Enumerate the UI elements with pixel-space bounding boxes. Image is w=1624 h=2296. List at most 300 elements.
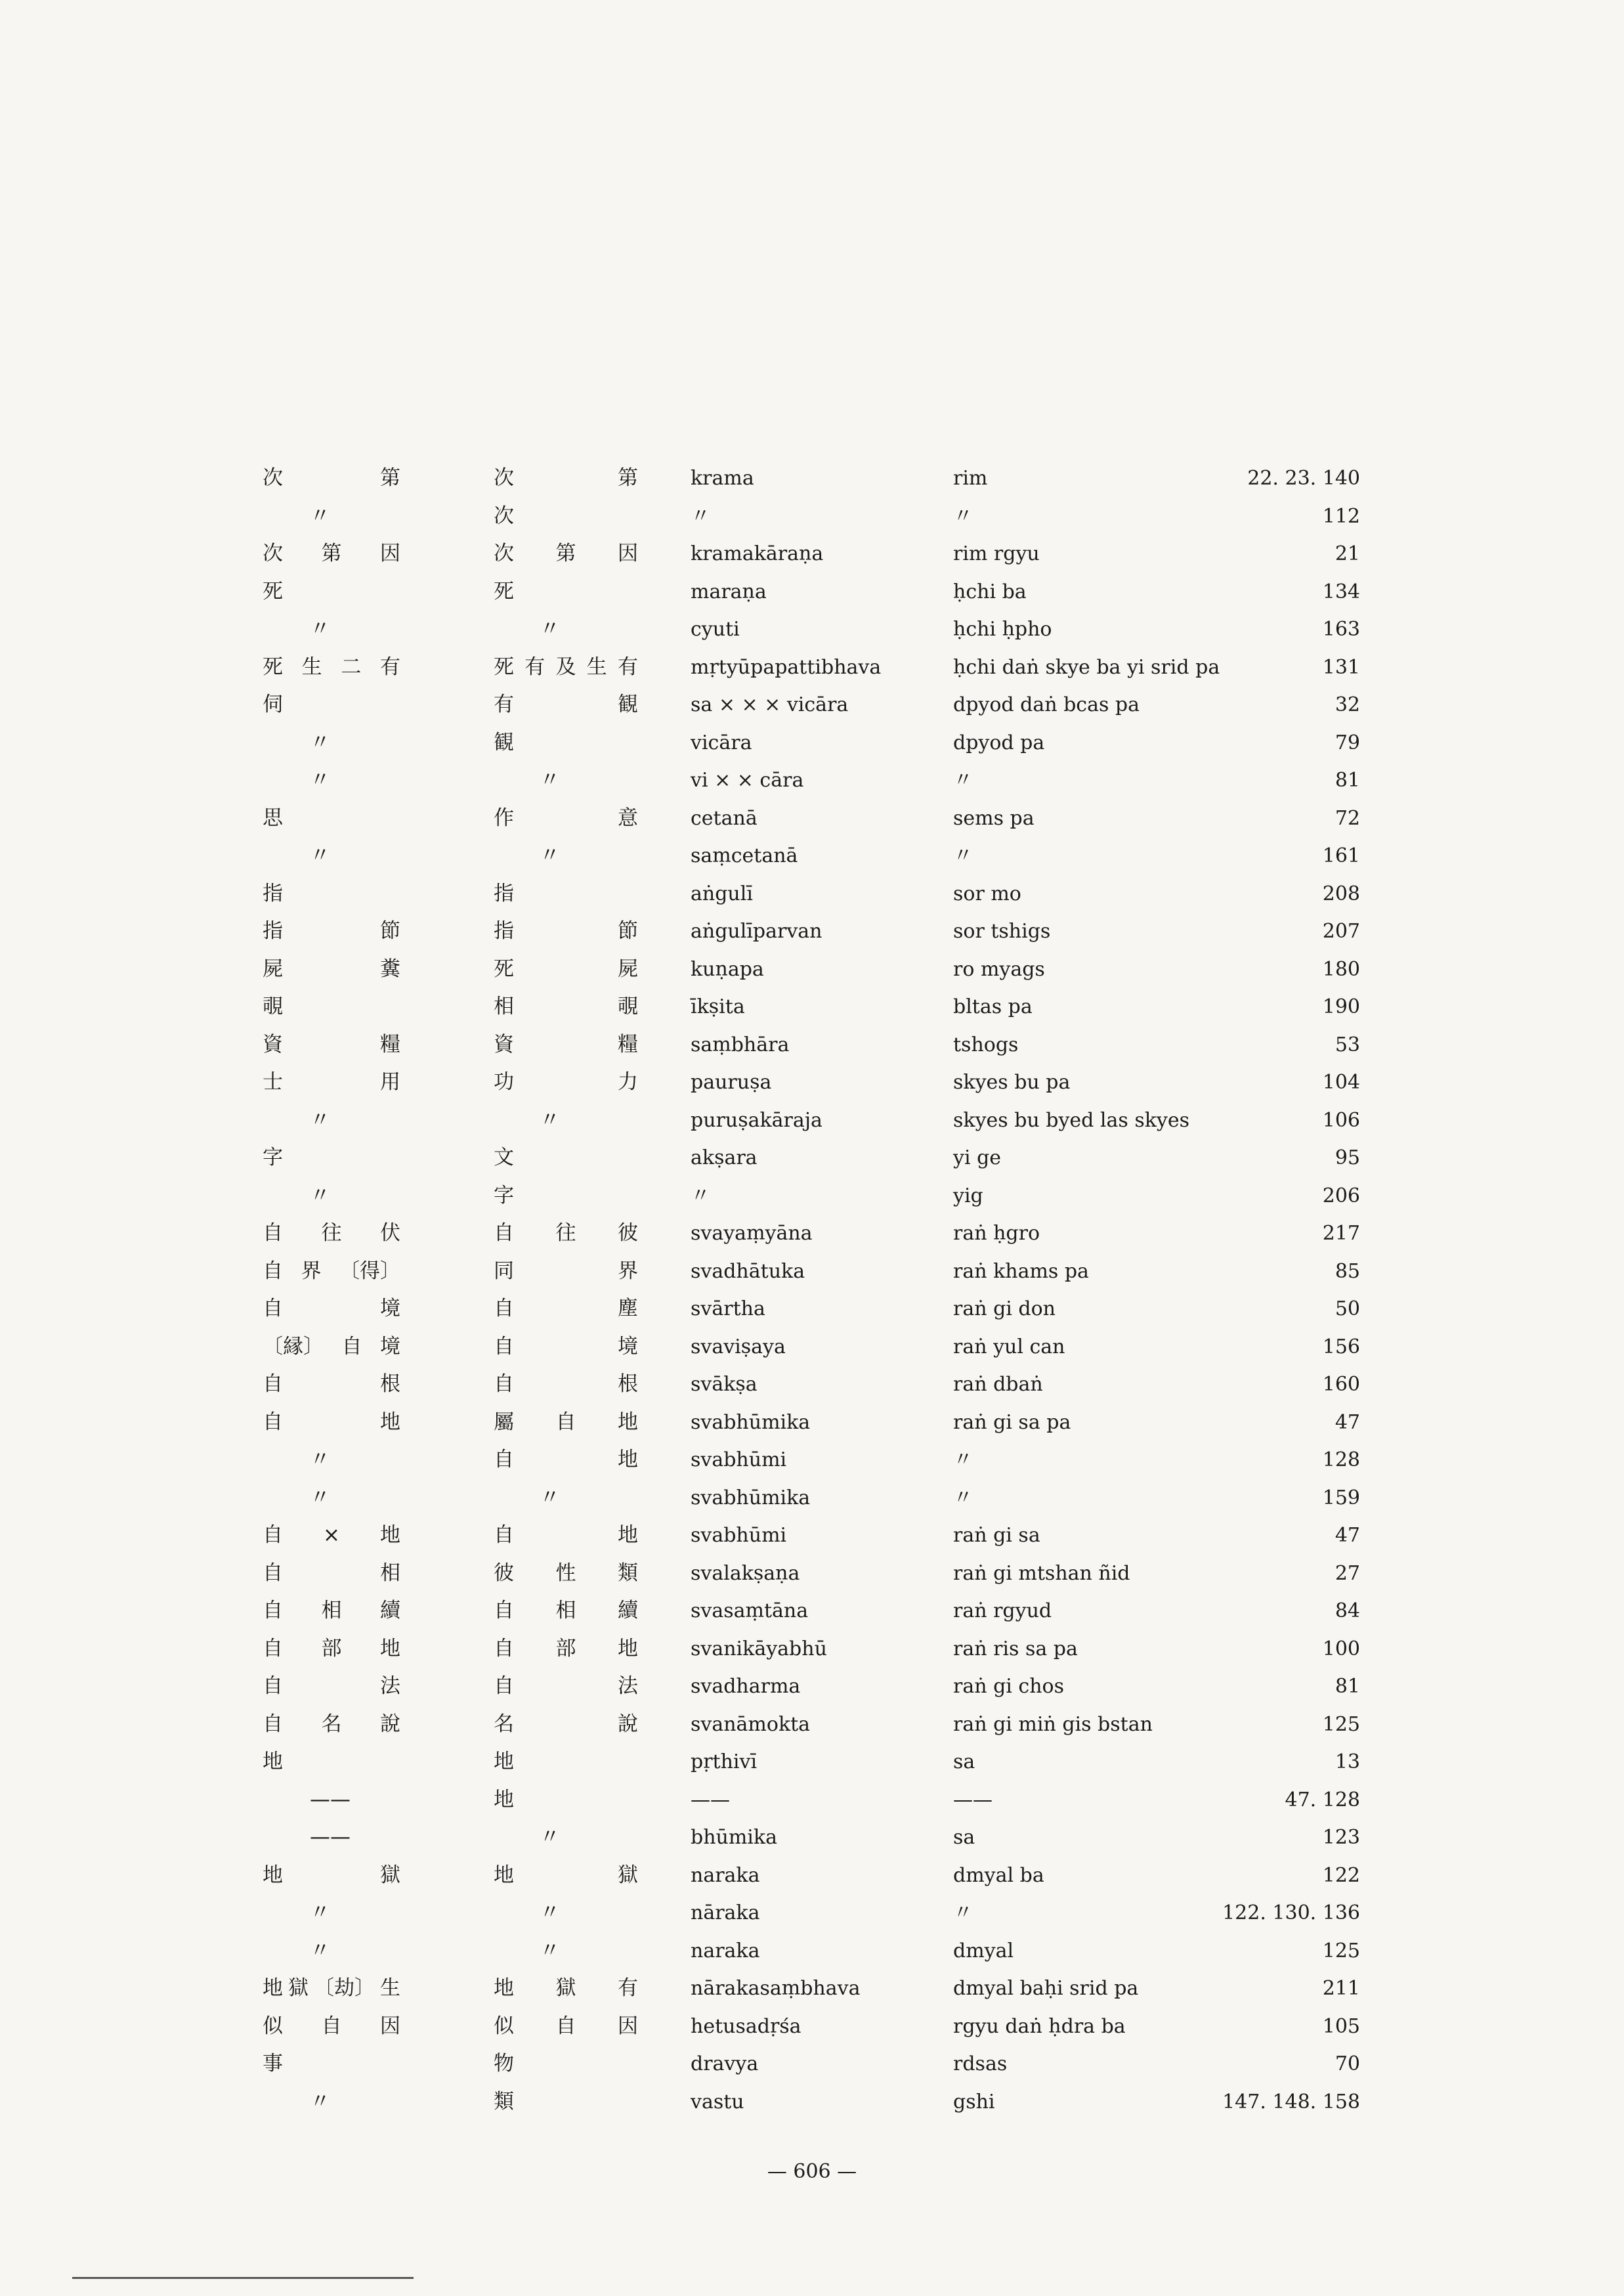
tibetan-term: dpyod daṅ bcas pa: [953, 693, 1140, 716]
term-char: 地: [618, 1410, 638, 1434]
term-char: 似: [263, 2014, 283, 2038]
chinese-term-1: [263, 1102, 448, 1140]
term-char: 〃: [540, 768, 560, 792]
term-char: 相: [321, 1599, 342, 1622]
page-refs: 47: [1335, 1524, 1360, 1547]
index-row: [257, 1139, 1360, 1177]
term-char: 〃: [310, 1938, 330, 1962]
chinese-term-1: [263, 1441, 448, 1479]
chinese-term-2: [494, 951, 638, 989]
chinese-term-2: [494, 1781, 638, 1819]
term-char: 字: [263, 1146, 283, 1169]
term-char: 地: [494, 1787, 514, 1811]
term-char: 續: [380, 1599, 400, 1622]
page-refs: 104: [1322, 1071, 1360, 1094]
term-char: 自: [555, 1410, 576, 1434]
page-refs: 156: [1322, 1335, 1360, 1358]
page-refs: 106: [1322, 1108, 1360, 1132]
term-char: 功: [494, 1070, 514, 1094]
chinese-term-2: [494, 1857, 638, 1895]
sanskrit-term: naraka: [691, 1863, 760, 1887]
term-char: 死: [494, 579, 514, 603]
term-char: 思: [263, 806, 283, 830]
sanskrit-term: svabhūmika: [691, 1486, 811, 1509]
chinese-term-1: [263, 1668, 400, 1706]
term-char: 地: [494, 1863, 514, 1887]
term-char: 〃: [310, 2089, 330, 2113]
term-char: 自: [341, 1334, 362, 1358]
term-char: 観: [494, 730, 514, 754]
tibetan-term: ——: [953, 1788, 993, 1811]
tibetan-term: 〃: [953, 504, 973, 528]
chinese-term-1: [263, 1177, 448, 1215]
chinese-term-2: [494, 1517, 638, 1555]
chinese-term-2: [494, 649, 638, 687]
term-char: 地: [494, 1976, 514, 2000]
sanskrit-term: cetanā: [691, 806, 758, 830]
tibetan-term: yig: [953, 1184, 983, 1207]
term-char: 似: [494, 2014, 514, 2038]
tibetan-term: 〃: [953, 769, 973, 792]
index-row: [257, 1592, 1360, 1630]
term-char: 往: [555, 1221, 576, 1245]
term-char: 屍: [618, 957, 638, 981]
term-char: 獄: [380, 1863, 400, 1887]
chinese-term-2: [494, 2008, 638, 2046]
index-row: [257, 1290, 1360, 1328]
page-refs: 128: [1322, 1448, 1360, 1471]
chinese-term-2: [494, 1441, 638, 1479]
term-char: 地: [263, 1976, 283, 2000]
page-refs: 206: [1322, 1184, 1360, 1207]
tibetan-term: raṅ gi sa: [953, 1524, 1040, 1547]
chinese-term-1: [263, 837, 448, 875]
index-row: [257, 1894, 1360, 1932]
chinese-term-2: [494, 837, 684, 875]
page-refs: 208: [1322, 882, 1360, 905]
sanskrit-term: naraka: [691, 1939, 760, 1962]
term-char: 自: [494, 1221, 514, 1245]
page-refs: 32: [1335, 693, 1360, 716]
chinese-term-2: [494, 1932, 684, 1970]
sanskrit-term: 〃: [691, 1184, 710, 1207]
sanskrit-term: svalakṣaṇa: [691, 1561, 800, 1585]
chinese-term-1: [263, 724, 448, 762]
sanskrit-term: svanāmokta: [691, 1712, 811, 1736]
glossary-index-table: [257, 460, 1360, 2121]
sanskrit-term: cyuti: [691, 618, 740, 641]
term-char: 観: [618, 693, 638, 716]
index-row: [257, 686, 1360, 724]
page-refs: 125: [1322, 1712, 1360, 1736]
index-row: [257, 535, 1360, 573]
term-char: 自: [494, 1674, 514, 1698]
index-row: [257, 1215, 1360, 1253]
term-char: 相: [380, 1561, 400, 1585]
tibetan-term: rim: [953, 467, 988, 490]
tibetan-term: ro myags: [953, 957, 1045, 981]
term-char: 次: [494, 466, 514, 490]
page-number: — 606 —: [767, 2160, 857, 2183]
chinese-term-1: [263, 1290, 400, 1328]
term-char: ×: [323, 1523, 340, 1547]
chinese-term-2: [494, 1177, 638, 1215]
chinese-term-1: [263, 913, 400, 951]
term-char: 性: [555, 1561, 576, 1585]
sanskrit-term: mṛtyūpapattibhava: [691, 655, 882, 679]
chinese-term-2: [494, 611, 684, 649]
term-char: 地: [263, 1863, 283, 1887]
term-char: 部: [321, 1636, 342, 1660]
term-char: 自: [494, 1372, 514, 1396]
chinese-term-1: [263, 2083, 448, 2121]
term-char: 因: [618, 542, 638, 565]
sanskrit-term: pṛthivī: [691, 1750, 758, 1773]
page-refs: 207: [1322, 920, 1360, 943]
index-row: [257, 913, 1360, 951]
sanskrit-term: hetusadṛśa: [691, 2014, 801, 2038]
sanskrit-term: aṅgulīparvan: [691, 920, 823, 943]
term-char: 〃: [540, 844, 560, 867]
term-char: 部: [555, 1636, 576, 1660]
term-char: 自: [494, 1599, 514, 1622]
chinese-term-1: [263, 573, 400, 611]
tibetan-term: raṅ yul can: [953, 1335, 1065, 1358]
term-char: 相: [555, 1599, 576, 1622]
tibetan-term: raṅ gi chos: [953, 1675, 1064, 1698]
term-char: 指: [494, 919, 514, 943]
index-row: [257, 1026, 1360, 1064]
term-char: 力: [618, 1070, 638, 1094]
index-row: [257, 1819, 1360, 1857]
term-char: 境: [380, 1297, 400, 1320]
tibetan-term: 〃: [953, 1486, 973, 1509]
page-refs: 50: [1335, 1297, 1360, 1320]
index-row: [257, 1668, 1360, 1706]
index-row: [257, 1743, 1360, 1781]
term-char: 次: [494, 504, 514, 528]
chinese-term-2: [494, 1139, 638, 1177]
term-char: 界: [301, 1259, 322, 1283]
chinese-term-2: [494, 1479, 684, 1517]
index-row: [257, 573, 1360, 611]
term-char: 境: [380, 1334, 400, 1358]
sanskrit-term: dravya: [691, 2052, 759, 2075]
tibetan-term: skyes bu pa: [953, 1071, 1071, 1094]
page-refs: 123: [1322, 1826, 1360, 1849]
page-refs: 112: [1322, 504, 1360, 528]
term-char: 文: [494, 1146, 514, 1169]
chinese-term-2: [494, 1819, 684, 1857]
term-char: 〃: [540, 1938, 560, 1962]
term-char: 同: [494, 1259, 514, 1283]
term-char: 有: [494, 693, 514, 716]
chinese-term-1: [263, 800, 400, 838]
page-refs: 13: [1335, 1750, 1360, 1773]
term-char: 自: [263, 1410, 283, 1434]
page-refs: 27: [1335, 1561, 1360, 1585]
tibetan-term: dmyal: [953, 1939, 1014, 1962]
page-refs: 22. 23. 140: [1247, 467, 1360, 490]
term-char: 死: [263, 579, 283, 603]
term-char: 伺: [263, 693, 283, 716]
tibetan-term: yi ge: [953, 1146, 1002, 1169]
page-refs: 161: [1322, 844, 1360, 867]
term-char: 自: [263, 1561, 283, 1585]
tibetan-term: dmyal ba: [953, 1863, 1044, 1887]
footer-rule: [72, 2277, 414, 2279]
chinese-term-1: [263, 1706, 400, 1744]
page-refs: 21: [1335, 542, 1360, 565]
term-char: 法: [380, 1674, 400, 1698]
page-refs: 53: [1335, 1033, 1360, 1056]
chinese-term-1: [263, 1819, 448, 1857]
sanskrit-term: nāraka: [691, 1901, 760, 1924]
page-refs: 122. 130. 136: [1222, 1901, 1360, 1924]
term-char: 相: [494, 995, 514, 1018]
page-refs: 70: [1335, 2052, 1360, 2075]
term-char: 〔縁〕: [263, 1334, 324, 1358]
term-char: 糧: [380, 1032, 400, 1056]
chinese-term-2: [494, 724, 638, 762]
term-char: 獄: [288, 1976, 309, 2000]
term-char: 地: [618, 1448, 638, 1471]
term-char: 自: [494, 1448, 514, 1471]
chinese-term-2: [494, 1404, 638, 1442]
sanskrit-term: svasaṃtāna: [691, 1599, 809, 1622]
term-char: 塵: [618, 1297, 638, 1320]
term-char: 自: [555, 2014, 576, 2038]
term-char: 自: [263, 1599, 283, 1622]
tibetan-term: dmyal baḥi srid pa: [953, 1977, 1139, 2000]
page-refs: 47. 128: [1285, 1788, 1360, 1811]
index-row: [257, 800, 1360, 838]
index-row: [257, 1102, 1360, 1140]
term-char: 指: [263, 919, 283, 943]
term-char: 自: [494, 1523, 514, 1547]
tibetan-term: rgyu daṅ ḥdra ba: [953, 2014, 1126, 2038]
term-char: 節: [380, 919, 400, 943]
sanskrit-term: aṅgulī: [691, 882, 753, 905]
tibetan-term: raṅ gi mtshan ñid: [953, 1561, 1130, 1585]
term-char: 屬: [494, 1410, 514, 1434]
page-refs: 105: [1322, 2014, 1360, 2038]
chinese-term-2: [494, 1290, 638, 1328]
page-refs: 47: [1335, 1410, 1360, 1434]
tibetan-term: sa: [953, 1750, 975, 1773]
term-char: 意: [618, 806, 638, 830]
chinese-term-2: [494, 875, 638, 913]
chinese-term-2: [494, 1064, 638, 1102]
page-refs: 79: [1335, 731, 1360, 754]
term-char: 法: [618, 1674, 638, 1698]
chinese-term-2: [494, 1102, 684, 1140]
term-char: 有: [379, 655, 400, 679]
chinese-term-2: [494, 1215, 638, 1253]
chinese-term-2: [494, 913, 638, 951]
sanskrit-term: svadhātuka: [691, 1259, 805, 1283]
chinese-term-2: [494, 460, 638, 498]
term-char: 糧: [618, 1032, 638, 1056]
page-refs: 81: [1335, 1675, 1360, 1698]
chinese-term-1: [263, 1253, 400, 1291]
sanskrit-term: kramakāraṇa: [691, 542, 824, 565]
term-char: 根: [380, 1372, 400, 1396]
term-char: 說: [380, 1712, 400, 1736]
sanskrit-term: 〃: [691, 504, 710, 528]
term-char: ——: [310, 1825, 351, 1849]
tibetan-term: rim rgyu: [953, 542, 1040, 565]
sanskrit-term: ——: [691, 1788, 730, 1811]
sanskrit-term: maraṇa: [691, 580, 767, 603]
term-char: 自: [263, 1636, 283, 1660]
term-char: 獄: [555, 1976, 576, 2000]
tibetan-term: dpyod pa: [953, 731, 1045, 754]
term-char: 事: [263, 2052, 283, 2075]
term-char: 自: [263, 1259, 283, 1283]
tibetan-term: ḥchi ba: [953, 580, 1027, 603]
chinese-term-1: [263, 988, 400, 1026]
index-row: [257, 762, 1360, 800]
term-char: 獄: [618, 1863, 638, 1887]
chinese-term-2: [494, 762, 684, 800]
term-char: 〃: [540, 1485, 560, 1509]
term-char: 〃: [310, 1901, 330, 1924]
chinese-term-2: [494, 573, 638, 611]
term-char: 自: [263, 1674, 283, 1698]
term-char: 名: [321, 1712, 342, 1736]
chinese-term-1: [263, 1894, 448, 1932]
chinese-term-1: [263, 460, 400, 498]
sanskrit-term: kuṇapa: [691, 957, 764, 981]
sanskrit-term: svabhūmi: [691, 1524, 787, 1547]
tibetan-term: ḥchi ḥpho: [953, 618, 1052, 641]
term-char: 指: [494, 881, 514, 905]
chinese-term-1: [263, 1781, 448, 1819]
tibetan-term: raṅ gi miṅ gis bstan: [953, 1712, 1153, 1736]
tibetan-term: gshi: [953, 2090, 995, 2113]
chinese-term-2: [494, 498, 638, 536]
term-char: 往: [321, 1221, 342, 1245]
term-char: 次: [263, 542, 283, 565]
index-row: [257, 1630, 1360, 1668]
chinese-term-2: [494, 1970, 638, 2008]
sanskrit-term: svadharma: [691, 1675, 801, 1698]
index-row: [257, 1328, 1360, 1366]
chinese-term-1: [263, 1064, 400, 1102]
tibetan-term: raṅ ris sa pa: [953, 1637, 1078, 1660]
chinese-term-1: [263, 1970, 400, 2008]
term-char: 二: [341, 655, 362, 679]
index-row: [257, 2045, 1360, 2083]
chinese-term-1: [263, 649, 400, 687]
page-refs: 190: [1322, 995, 1360, 1018]
page-refs: 147. 148. 158: [1222, 2090, 1360, 2113]
term-char: 覗: [263, 995, 283, 1018]
term-char: 〃: [540, 1825, 560, 1849]
sanskrit-term: vicāra: [691, 731, 752, 754]
term-char: ——: [310, 1787, 351, 1811]
term-char: 〃: [310, 1108, 330, 1132]
index-row: [257, 649, 1360, 687]
term-char: 境: [618, 1334, 638, 1358]
page-refs: 95: [1335, 1146, 1360, 1169]
sanskrit-term: svākṣa: [691, 1373, 758, 1396]
sanskrit-term: īkṣita: [691, 995, 745, 1018]
term-char: 死: [494, 655, 514, 679]
chinese-term-2: [494, 1668, 638, 1706]
sanskrit-term: svayaṃyāna: [691, 1222, 813, 1245]
term-char: 〃: [310, 844, 330, 867]
term-char: 有: [618, 1976, 638, 2000]
term-char: 資: [494, 1032, 514, 1056]
tibetan-term: raṅ dbaṅ: [953, 1373, 1043, 1396]
index-row: [257, 2083, 1360, 2121]
chinese-term-1: [263, 1404, 400, 1442]
tibetan-term: raṅ rgyud: [953, 1599, 1052, 1622]
index-row: [257, 1970, 1360, 2008]
tibetan-term: bltas pa: [953, 995, 1033, 1018]
term-char: 因: [380, 542, 400, 565]
term-char: 屍: [263, 957, 283, 981]
index-row: [257, 951, 1360, 989]
chinese-term-1: [263, 1139, 400, 1177]
chinese-term-1: [263, 1630, 400, 1668]
chinese-term-1: [263, 1743, 400, 1781]
tibetan-term: ḥchi daṅ skye ba yi srid pa: [953, 655, 1220, 679]
term-char: 〔得〕: [339, 1259, 400, 1283]
index-row: [257, 1781, 1360, 1819]
term-char: 彼: [494, 1561, 514, 1585]
term-char: 及: [555, 655, 576, 679]
chinese-term-1: [263, 951, 400, 989]
tibetan-term: skyes bu byed las skyes: [953, 1108, 1189, 1132]
term-char: 次: [263, 466, 283, 490]
chinese-term-1: [263, 611, 448, 649]
page-refs: 163: [1322, 618, 1360, 641]
tibetan-term: 〃: [953, 1448, 973, 1471]
term-char: 伏: [380, 1221, 400, 1245]
index-row: [257, 875, 1360, 913]
chinese-term-1: [263, 1592, 400, 1630]
page-refs: 217: [1322, 1222, 1360, 1245]
chinese-term-1: [263, 875, 400, 913]
term-char: 生: [301, 655, 322, 679]
chinese-term-1: [263, 498, 448, 536]
term-char: 地: [618, 1523, 638, 1547]
sanskrit-term: svaviṣaya: [691, 1335, 786, 1358]
term-char: 第: [380, 466, 400, 490]
index-row: [257, 1064, 1360, 1102]
term-char: 指: [263, 881, 283, 905]
term-char: 自: [321, 2014, 342, 2038]
term-char: 資: [263, 1032, 283, 1056]
chinese-term-2: [494, 1743, 638, 1781]
chinese-term-1: [263, 686, 400, 724]
term-char: 地: [263, 1750, 283, 1773]
term-char: 自: [494, 1297, 514, 1320]
chinese-term-1: [263, 1479, 448, 1517]
tibetan-term: sor tshigs: [953, 920, 1051, 943]
index-row: [257, 1517, 1360, 1555]
sanskrit-term: svārtha: [691, 1297, 765, 1320]
term-char: 死: [263, 655, 283, 679]
page-refs: 125: [1322, 1939, 1360, 1962]
sanskrit-term: svabhūmika: [691, 1410, 811, 1434]
index-row: [257, 1404, 1360, 1442]
term-char: 說: [618, 1712, 638, 1736]
index-row: [257, 1555, 1360, 1593]
